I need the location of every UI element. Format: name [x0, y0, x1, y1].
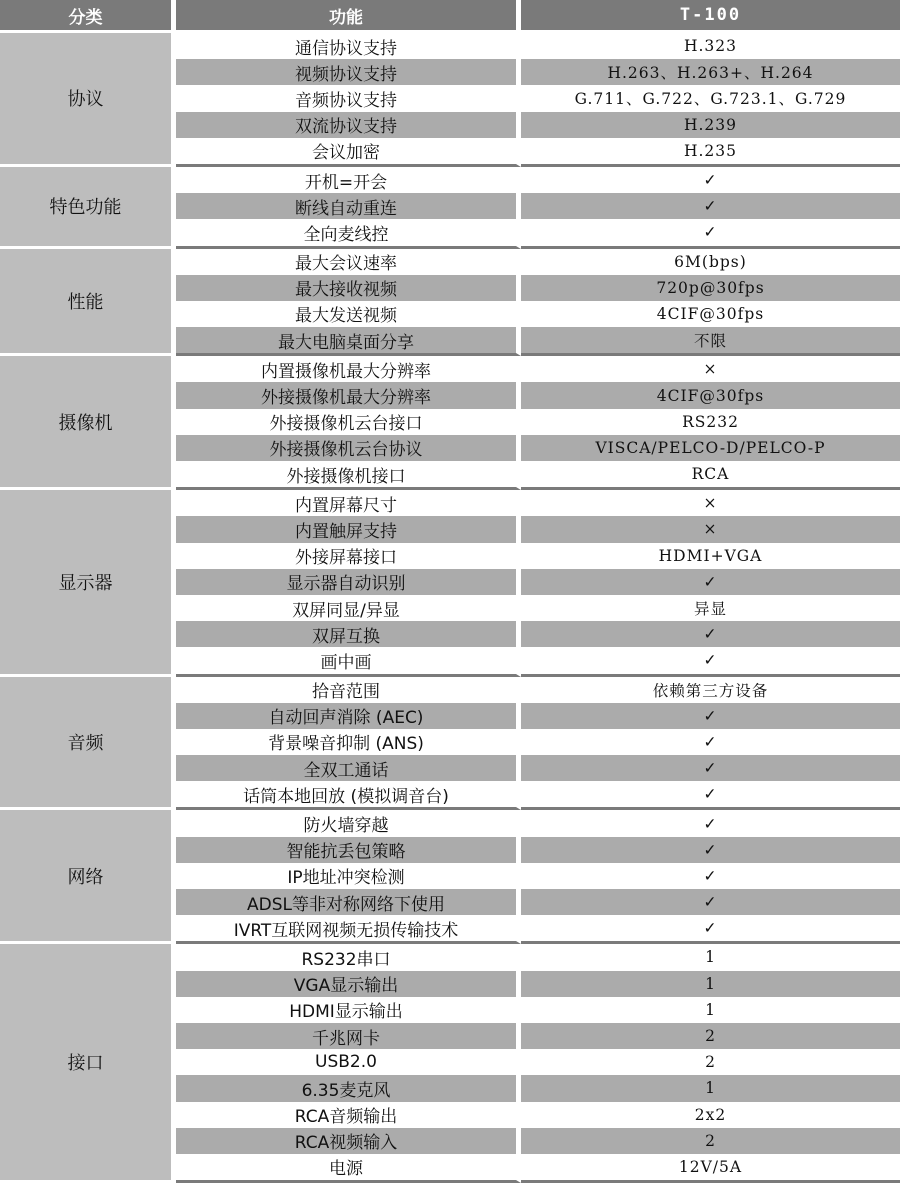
spec-body: [0, 33, 900, 1183]
value-cell: 1: [521, 997, 900, 1023]
value-cell: RS232: [521, 409, 900, 435]
feature-cell: 会议加密: [176, 138, 521, 167]
category-cell: 音频: [0, 677, 176, 811]
feature-cell: 外接摄像机接口: [176, 461, 521, 490]
feature-cell: 双屏互换: [176, 621, 521, 647]
value-cell: G.711、G.722、G.723.1、G.729: [521, 85, 900, 111]
header-category: 分类: [0, 0, 176, 33]
feature-cell: 背景噪音抑制 (ANS): [176, 729, 521, 755]
category-cell: 显示器: [0, 490, 176, 676]
feature-cell: ADSL等非对称网络下使用: [176, 889, 521, 915]
feature-cell: 外接摄像机云台接口: [176, 409, 521, 435]
value-cell: H.239: [521, 112, 900, 138]
value-cell: ✓: [521, 193, 900, 219]
value-cell: 2: [521, 1049, 900, 1075]
feature-cell: 双屏同显/异显: [176, 595, 521, 621]
table-row: [0, 33, 900, 59]
value-cell: ×: [521, 490, 900, 516]
header-feature: 功能: [176, 0, 521, 33]
value-cell: HDMI+VGA: [521, 543, 900, 569]
feature-cell: 话筒本地回放 (模拟调音台): [176, 781, 521, 810]
feature-cell: 自动回声消除 (AEC): [176, 703, 521, 729]
value-cell: ✓: [521, 647, 900, 676]
feature-cell: 通信协议支持: [176, 33, 521, 59]
feature-cell: 电源: [176, 1154, 521, 1183]
category-cell: 特色功能: [0, 167, 176, 249]
value-cell: 1: [521, 1075, 900, 1101]
feature-cell: 内置摄像机最大分辨率: [176, 356, 521, 382]
feature-cell: 显示器自动识别: [176, 569, 521, 595]
value-cell: 异显: [521, 595, 900, 621]
value-cell: 4CIF@30fps: [521, 301, 900, 327]
feature-cell: USB2.0: [176, 1049, 521, 1075]
category-cell: 接口: [0, 944, 176, 1183]
feature-cell: HDMI显示输出: [176, 997, 521, 1023]
feature-cell: RS232串口: [176, 944, 521, 970]
value-cell: 6M(bps): [521, 249, 900, 275]
feature-cell: 最大接收视频: [176, 275, 521, 301]
feature-cell: 断线自动重连: [176, 193, 521, 219]
value-cell: VISCA/PELCO-D/PELCO-P: [521, 435, 900, 461]
value-cell: H.323: [521, 33, 900, 59]
table-row: [0, 944, 900, 970]
value-cell: ✓: [521, 703, 900, 729]
value-cell: 2: [521, 1023, 900, 1049]
header-row: [0, 0, 900, 33]
value-cell: ✓: [521, 781, 900, 810]
feature-cell: 最大发送视频: [176, 301, 521, 327]
feature-cell: 智能抗丢包策略: [176, 837, 521, 863]
feature-cell: 视频协议支持: [176, 59, 521, 85]
table-row: [0, 249, 900, 275]
table-row: [0, 167, 900, 193]
category-cell: 摄像机: [0, 356, 176, 490]
value-cell: ✓: [521, 863, 900, 889]
feature-cell: 外接摄像机云台协议: [176, 435, 521, 461]
value-cell: ✓: [521, 810, 900, 836]
value-cell: ×: [521, 356, 900, 382]
feature-cell: 全向麦线控: [176, 219, 521, 248]
header-model: T-100: [521, 0, 900, 33]
value-cell: 1: [521, 944, 900, 970]
feature-cell: 防火墙穿越: [176, 810, 521, 836]
feature-cell: 外接屏幕接口: [176, 543, 521, 569]
category-cell: 性能: [0, 249, 176, 357]
value-cell: ✓: [521, 729, 900, 755]
value-cell: ✓: [521, 167, 900, 193]
feature-cell: 千兆网卡: [176, 1023, 521, 1049]
feature-cell: 全双工通话: [176, 755, 521, 781]
feature-cell: 开机=开会: [176, 167, 521, 193]
feature-cell: 拾音范围: [176, 677, 521, 703]
feature-cell: RCA音频输出: [176, 1102, 521, 1128]
value-cell: ✓: [521, 621, 900, 647]
value-cell: ✓: [521, 219, 900, 248]
value-cell: ✓: [521, 889, 900, 915]
category-cell: 网络: [0, 810, 176, 944]
value-cell: 12V/5A: [521, 1154, 900, 1183]
value-cell: ✓: [521, 915, 900, 944]
value-cell: RCA: [521, 461, 900, 490]
feature-cell: IP地址冲突检测: [176, 863, 521, 889]
feature-cell: 音频协议支持: [176, 85, 521, 111]
value-cell: 720p@30fps: [521, 275, 900, 301]
value-cell: 1: [521, 971, 900, 997]
table-row: [0, 356, 900, 382]
value-cell: ✓: [521, 755, 900, 781]
value-cell: 2: [521, 1128, 900, 1154]
table-row: [0, 677, 900, 703]
feature-cell: 内置屏幕尺寸: [176, 490, 521, 516]
value-cell: ✓: [521, 569, 900, 595]
feature-cell: 画中画: [176, 647, 521, 676]
value-cell: 4CIF@30fps: [521, 382, 900, 408]
feature-cell: 6.35麦克风: [176, 1075, 521, 1101]
value-cell: 2x2: [521, 1102, 900, 1128]
table-row: [0, 490, 900, 516]
feature-cell: RCA视频输入: [176, 1128, 521, 1154]
feature-cell: IVRT互联网视频无损传输技术: [176, 915, 521, 944]
feature-cell: 最大电脑桌面分享: [176, 327, 521, 356]
value-cell: ✓: [521, 837, 900, 863]
category-cell: 协议: [0, 33, 176, 167]
feature-cell: 双流协议支持: [176, 112, 521, 138]
feature-cell: 内置触屏支持: [176, 516, 521, 542]
feature-cell: 最大会议速率: [176, 249, 521, 275]
value-cell: H.263、H.263+、H.264: [521, 59, 900, 85]
value-cell: ×: [521, 516, 900, 542]
value-cell: 依赖第三方设备: [521, 677, 900, 703]
feature-cell: 外接摄像机最大分辨率: [176, 382, 521, 408]
feature-cell: VGA显示输出: [176, 971, 521, 997]
value-cell: H.235: [521, 138, 900, 167]
table-row: [0, 810, 900, 836]
value-cell: 不限: [521, 327, 900, 356]
